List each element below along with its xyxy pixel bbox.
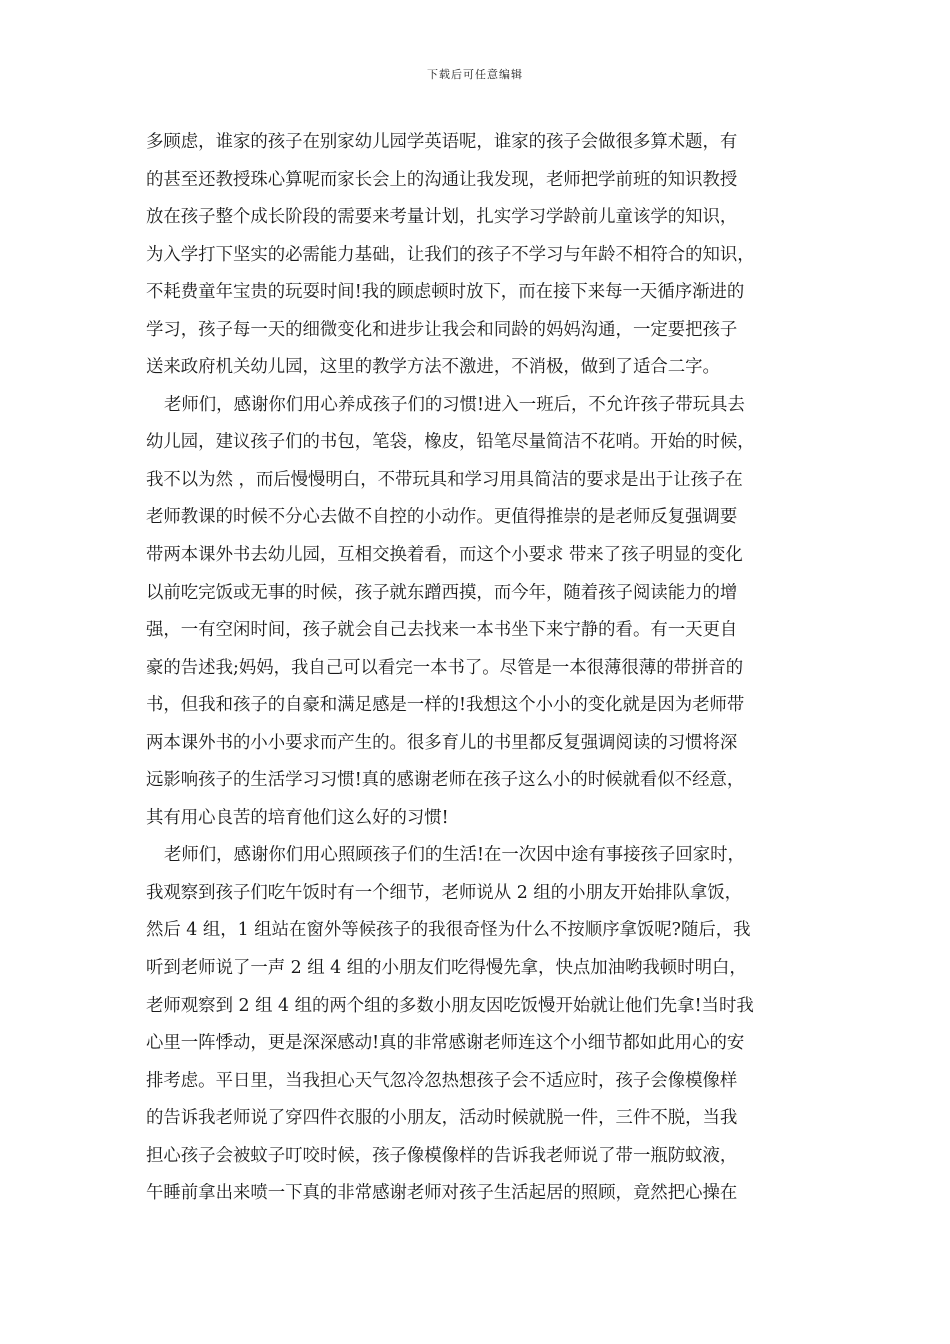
body-line: 听到老师说了一声 2 组 4 组的小朋友们吃得慢先拿，快点加油哟我顿时明白， bbox=[146, 958, 747, 979]
body-line: 的甚至还教授珠心算呢而家长会上的沟通让我发现，老师把学前班的知识教授 bbox=[146, 169, 738, 190]
body-line: 强，一有空闲时间，孩子就会自己去找来一本书坐下来宁静的看。有一天更自 bbox=[146, 620, 738, 641]
body-line: 担心孩子会被蚊子叮咬时候，孩子像模像样的告诉我老师说了带一瓶防蚊液， bbox=[146, 1145, 738, 1166]
body-line: 以前吃完饭或无事的时候，孩子就东蹭西摸，而今年，随着孩子阅读能力的增 bbox=[146, 582, 738, 603]
body-line: 午睡前拿出来喷一下真的非常感谢老师对孩子生活起居的照顾，竟然把心操在 bbox=[146, 1183, 738, 1204]
body-line: 两本课外书的小小要求而产生的。很多育儿的书里都反复强调阅读的习惯将深 bbox=[146, 732, 738, 753]
document-body bbox=[146, 124, 806, 1213]
body-line: 豪的告述我;妈妈，我自己可以看完一本书了。尽管是一本很薄很薄的带拼音的 bbox=[146, 657, 744, 678]
body-line: 远影响孩子的生活学习习惯!真的感谢老师在孩子这么小的时候就看似不经意， bbox=[146, 770, 745, 791]
body-line: 心里一阵悸动，更是深深感动!真的非常感谢老师连这个小细节都如此用心的安 bbox=[146, 1033, 745, 1054]
body-line: 带两本课外书去幼儿园，互相交换着看，而这个小要求 带来了孩子明显的变化 bbox=[146, 545, 743, 566]
body-line: 放在孩子整个成长阶段的需要来考量计划，扎实学习学龄前儿童该学的知识， bbox=[146, 207, 738, 228]
body-line: 幼儿园，建议孩子们的书包，笔袋，橡皮，铅笔尽量简洁不花哨。开始的时候， bbox=[146, 432, 755, 453]
body-line: 然后 4 组，1 组站在窗外等候孩子的我很奇怪为什么不按顺序拿饭呢?随后，我 bbox=[146, 920, 751, 941]
body-line: 学习，孩子每一天的细微变化和进步让我会和同龄的妈妈沟通，一定要把孩子 bbox=[146, 319, 738, 340]
body-line: 老师观察到 2 组 4 组的两个组的多数小朋友因吃饭慢开始就让他们先拿!当时我 bbox=[146, 995, 754, 1016]
body-line: 的告诉我老师说了穿四件衣服的小朋友，活动时候就脱一件，三件不脱，当我 bbox=[146, 1108, 738, 1129]
paragraph-start-line: 老师们，感谢你们用心养成孩子们的习惯!进入一班后，不允许孩子带玩具去 bbox=[164, 394, 745, 415]
body-line: 我观察到孩子们吃午饭时有一个细节，老师说从 2 组的小朋友开始排队拿饭， bbox=[146, 882, 743, 903]
body-line: 我不以为然 ，而后慢慢明白，不带玩具和学习用具简洁的要求是出于让孩子在 bbox=[146, 469, 743, 490]
body-line: 送来政府机关幼儿园，这里的教学方法不激进，不消极，做到了适合二字。 bbox=[146, 357, 720, 378]
body-line: 不耗费童年宝贵的玩耍时间!我的顾虑顿时放下，而在接下来每一天循序渐进的 bbox=[146, 282, 745, 303]
body-line: 其有用心良苦的培育他们这么好的习惯! bbox=[146, 807, 449, 828]
body-line: 为入学打下坚实的必需能力基础，让我们的孩子不学习与年龄不相符合的知识， bbox=[146, 244, 755, 265]
body-line: 排考虑。平日里，当我担心天气忽冷忽热想孩子会不适应时，孩子会像模像样 bbox=[146, 1070, 738, 1091]
body-line: 书，但我和孩子的自豪和满足感是一样的!我想这个小小的变化就是因为老师带 bbox=[146, 695, 745, 716]
body-line: 多顾虑，谁家的孩子在别家幼儿园学英语呢，谁家的孩子会做很多算术题，有 bbox=[146, 132, 738, 152]
body-line: 老师教课的时候不分心去做不自控的小动作。更值得推崇的是老师反复强调要 bbox=[146, 507, 738, 528]
paragraph-start-line: 老师们，感谢你们用心照顾孩子们的生活!在一次因中途有事接孩子回家时， bbox=[164, 845, 745, 866]
page-header: 下载后可任意编辑 bbox=[427, 68, 523, 81]
